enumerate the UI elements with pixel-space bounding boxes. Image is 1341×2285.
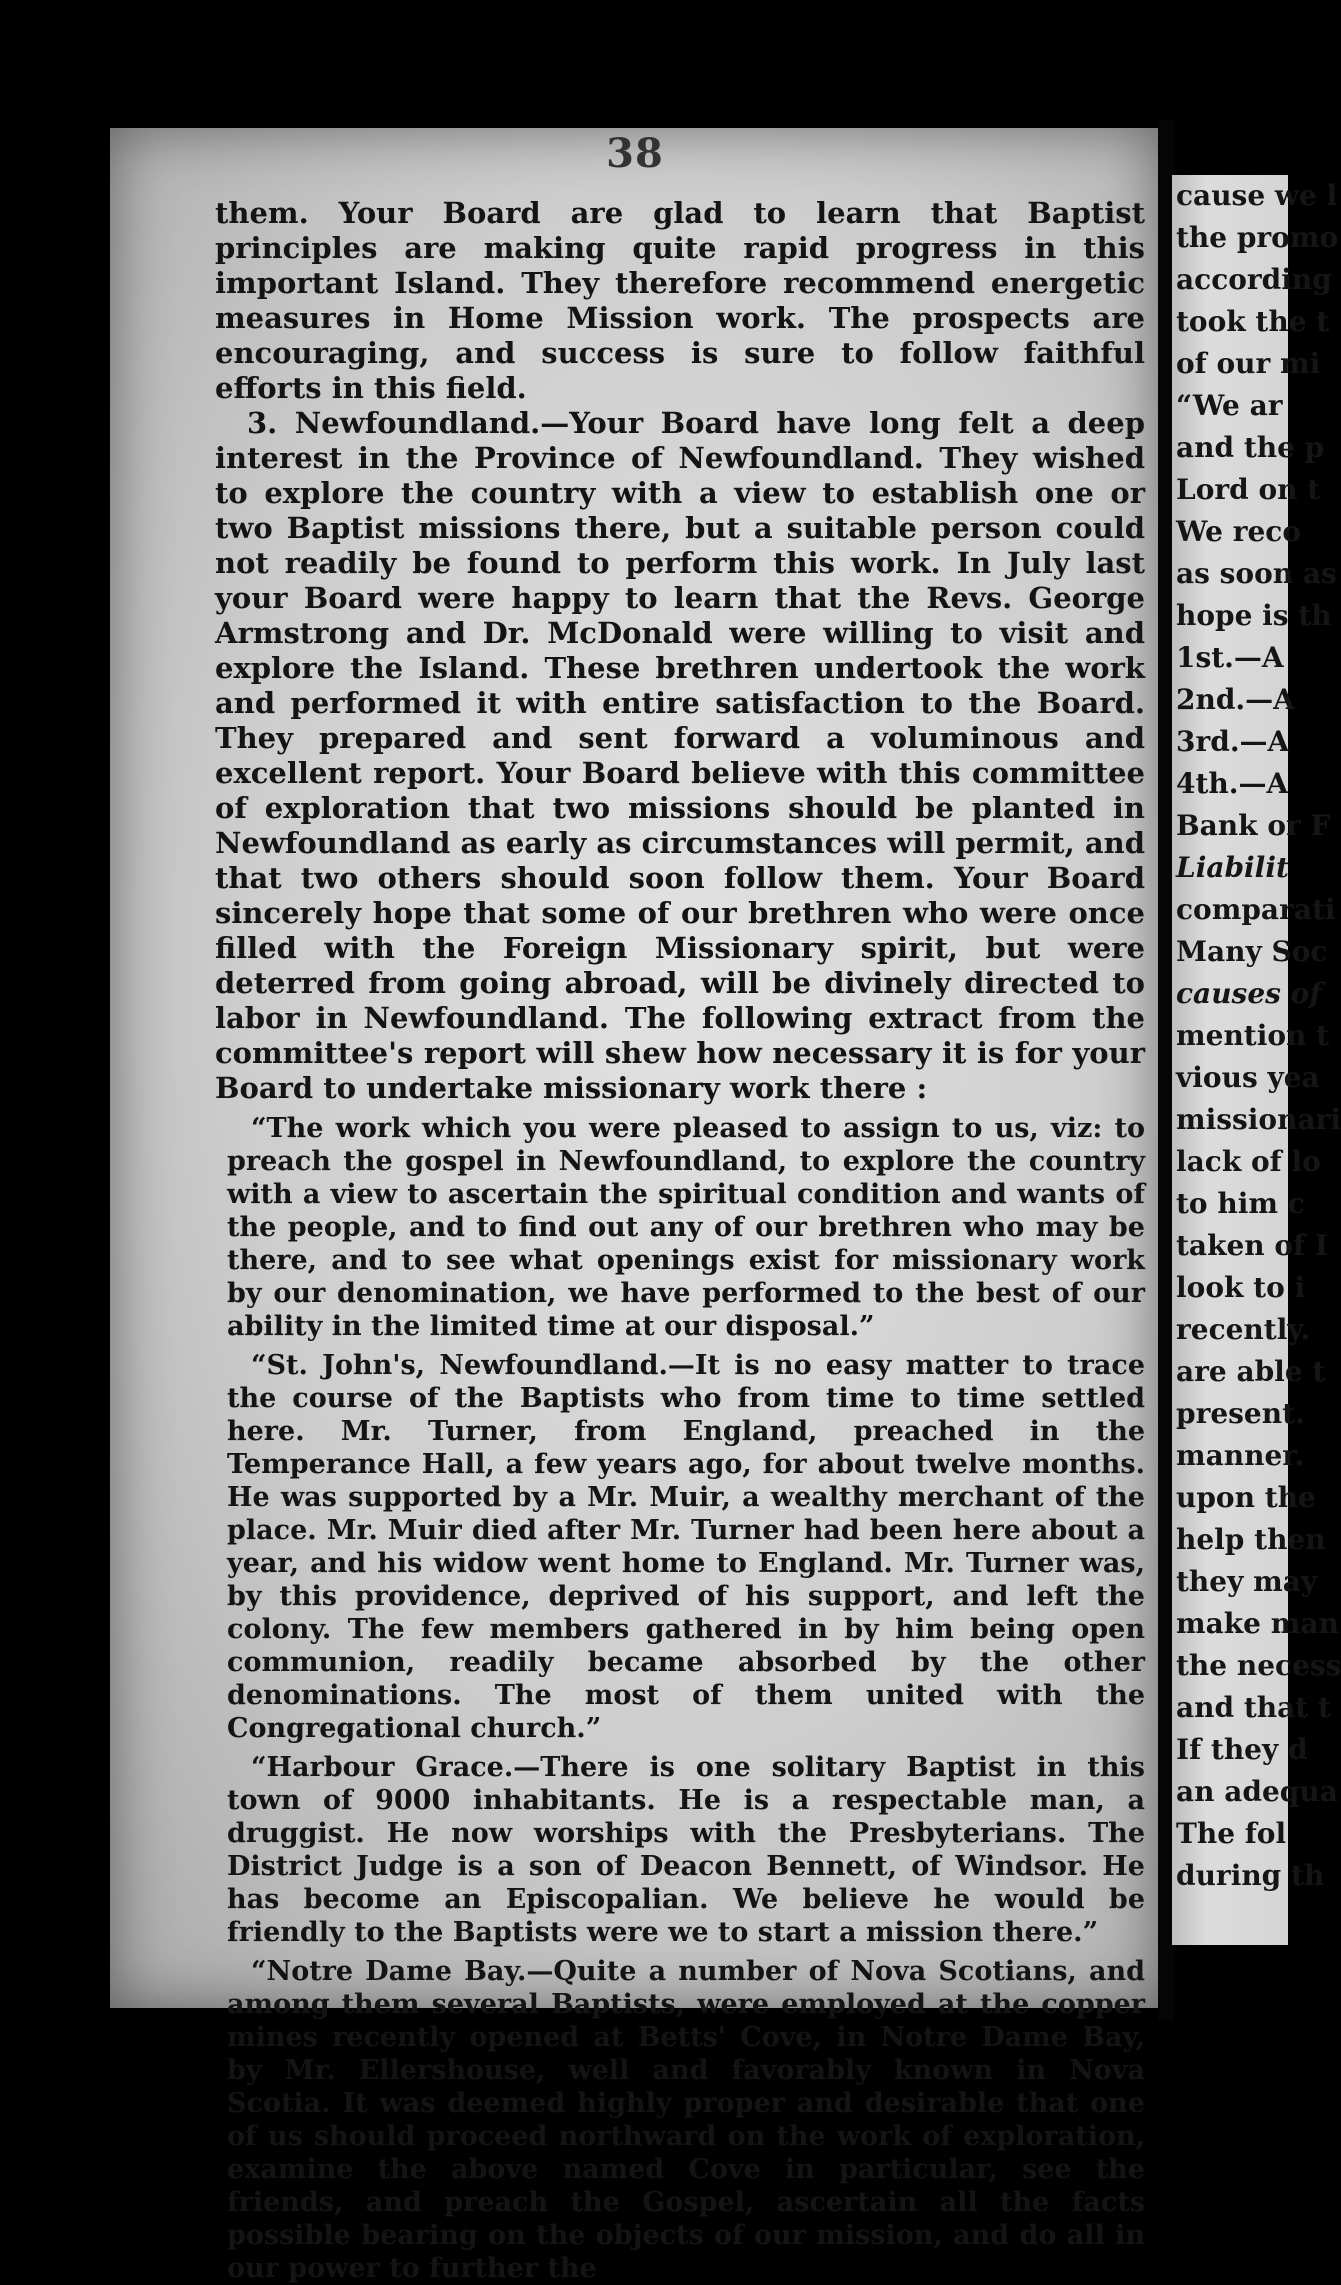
- facing-line: they may: [1176, 1565, 1318, 1598]
- facing-line: If they d: [1176, 1733, 1308, 1766]
- facing-line: The fol: [1176, 1817, 1287, 1850]
- facing-line: vious yea: [1176, 1061, 1320, 1094]
- facing-line: of our mi: [1176, 347, 1321, 380]
- facing-line: 2nd.—A: [1176, 683, 1295, 716]
- facing-line: the promo: [1176, 221, 1339, 254]
- quote-work-assigned: “The work which you were pleased to assign to us, viz: to preach the gospel in Newfoundland, to explore the country with a view to ascertain the spiritual condition and wants of the people, and to find out any of our brethren who may be there, and to see what openings exist for missionary work by our denomination, we have performed to the best of our ability in the limited time at our disposal.”: [227, 1113, 1145, 1342]
- quote-harbour-grace: “Harbour Grace.—There is one solitary Baptist in this town of 9000 inhabitants. He is a respectable man, a druggist. He now worships with the Presbyterians. The District Judge is a son of Deacon Bennett, of Windsor. He has become an Episcopalian. We believe he would be friendly to the Baptists were we to start a mission there.”: [227, 1752, 1145, 1948]
- facing-line: present.: [1176, 1397, 1305, 1430]
- paragraph-newfoundland: 3. Newfoundland.—Your Board have long felt a deep interest in the Province of Newfoundland. They wished to explore the country with a view to establish one or two Baptist missions there, but a suitable person could not readily be found to perform this work. In July last your Board were happy to learn that the Revs. George Armstrong and Dr. McDonald were willing to visit and explore the Island. These brethren undertook the work and performed it with entire satisfaction to the Board. They prepared and sent forward a voluminous and excellent report. Your Board believe with this committee of exploration that two missions should be planted in Newfoundland as early as circumstances will permit, and that two others should soon follow them. Your Board sincerely hope that some of our brethren who were once filled with the Foreign Missionary spirit, but were deterred from going abroad, will be divinely directed to labor in Newfoundland. The following extract from the committee's report will shew how necessary it is for your Board to undertake missionary work there :: [215, 406, 1145, 1105]
- facing-line: look to i: [1176, 1271, 1306, 1304]
- facing-line: the necess: [1176, 1649, 1341, 1682]
- facing-line: upon the: [1176, 1481, 1316, 1514]
- facing-line: to him c: [1176, 1187, 1305, 1220]
- facing-line: 1st.—A: [1176, 641, 1284, 674]
- facing-line: mention t: [1176, 1019, 1330, 1052]
- facing-line: causes of: [1176, 977, 1322, 1010]
- facing-line: during th: [1176, 1859, 1325, 1892]
- facing-line: “We ar: [1176, 389, 1283, 422]
- quote-st-johns: “St. John's, Newfoundland.—It is no easy matter to trace the course of the Baptists who from time to time settled here. Mr. Turner, from England, preached in the Temperance Hall, a few years ago, for about twelve months. He was supported by a Mr. Muir, a wealthy merchant of the place. Mr. Muir died after Mr. Turner had been here about a year, and his widow went home to England. Mr. Turner was, by this providence, deprived of his support, and left the colony. The few members gathered in by him being open communion, readily became absorbed by the other denominations. The most of them united with the Congregational church.”: [227, 1350, 1145, 1744]
- facing-line: recently.: [1176, 1313, 1311, 1346]
- page-number: 38: [606, 130, 664, 177]
- book-page: [110, 128, 1160, 2284]
- facing-line: hope is th: [1176, 599, 1332, 632]
- facing-line: cause we l: [1176, 179, 1338, 212]
- facing-line: 3rd.—A: [1176, 725, 1290, 758]
- facing-line: comparati: [1176, 893, 1336, 926]
- facing-line: and the p: [1176, 431, 1325, 464]
- facing-line: Many Soc: [1176, 935, 1328, 968]
- facing-line: taken of I: [1176, 1229, 1328, 1262]
- facing-line: lack of lo: [1176, 1145, 1321, 1178]
- facing-line: missionari: [1176, 1103, 1341, 1136]
- facing-line: Bank or F: [1176, 809, 1331, 842]
- facing-line: took the t: [1176, 305, 1330, 338]
- facing-line: an adequa: [1176, 1775, 1338, 1808]
- facing-line: help then: [1176, 1523, 1326, 1556]
- facing-line: make man: [1176, 1607, 1339, 1640]
- facing-line: according: [1176, 263, 1332, 296]
- main-text-column: [215, 196, 1145, 2285]
- facing-line: manner.: [1176, 1439, 1305, 1472]
- facing-line: as soon as: [1176, 557, 1337, 590]
- facing-line: We reco: [1176, 515, 1302, 548]
- paragraph-opening: them. Your Board are glad to learn that Baptist principles are making quite rapid progress in this important Island. They therefore recommend energetic measures in Home Mission work. The prospects are encouraging, and success is sure to follow faithful efforts in this field.: [215, 196, 1145, 405]
- facing-line: are able t: [1176, 1355, 1326, 1388]
- quote-notre-dame-bay: “Notre Dame Bay.—Quite a number of Nova Scotians, and among them several Baptists, were employed at the copper mines recently opened at Betts' Cove, in Notre Dame Bay, by Mr. Ellershouse, well and favorably known in Nova Scotia. It was deemed highly proper and desirable that one of us should proceed northward on the work of exploration, examine the above named Cove in particular, see the friends, and preach the Gospel, ascertain all the facts possible bearing on the objects of our mission, and do all in our power to further the: [227, 1956, 1145, 2284]
- facing-line: and that t: [1176, 1691, 1331, 1724]
- facing-page-edge: [1172, 175, 1341, 1945]
- facing-line: Liabilit: [1176, 851, 1289, 884]
- facing-line: Lord on t: [1176, 473, 1321, 506]
- facing-line: 4th.—A: [1176, 767, 1289, 800]
